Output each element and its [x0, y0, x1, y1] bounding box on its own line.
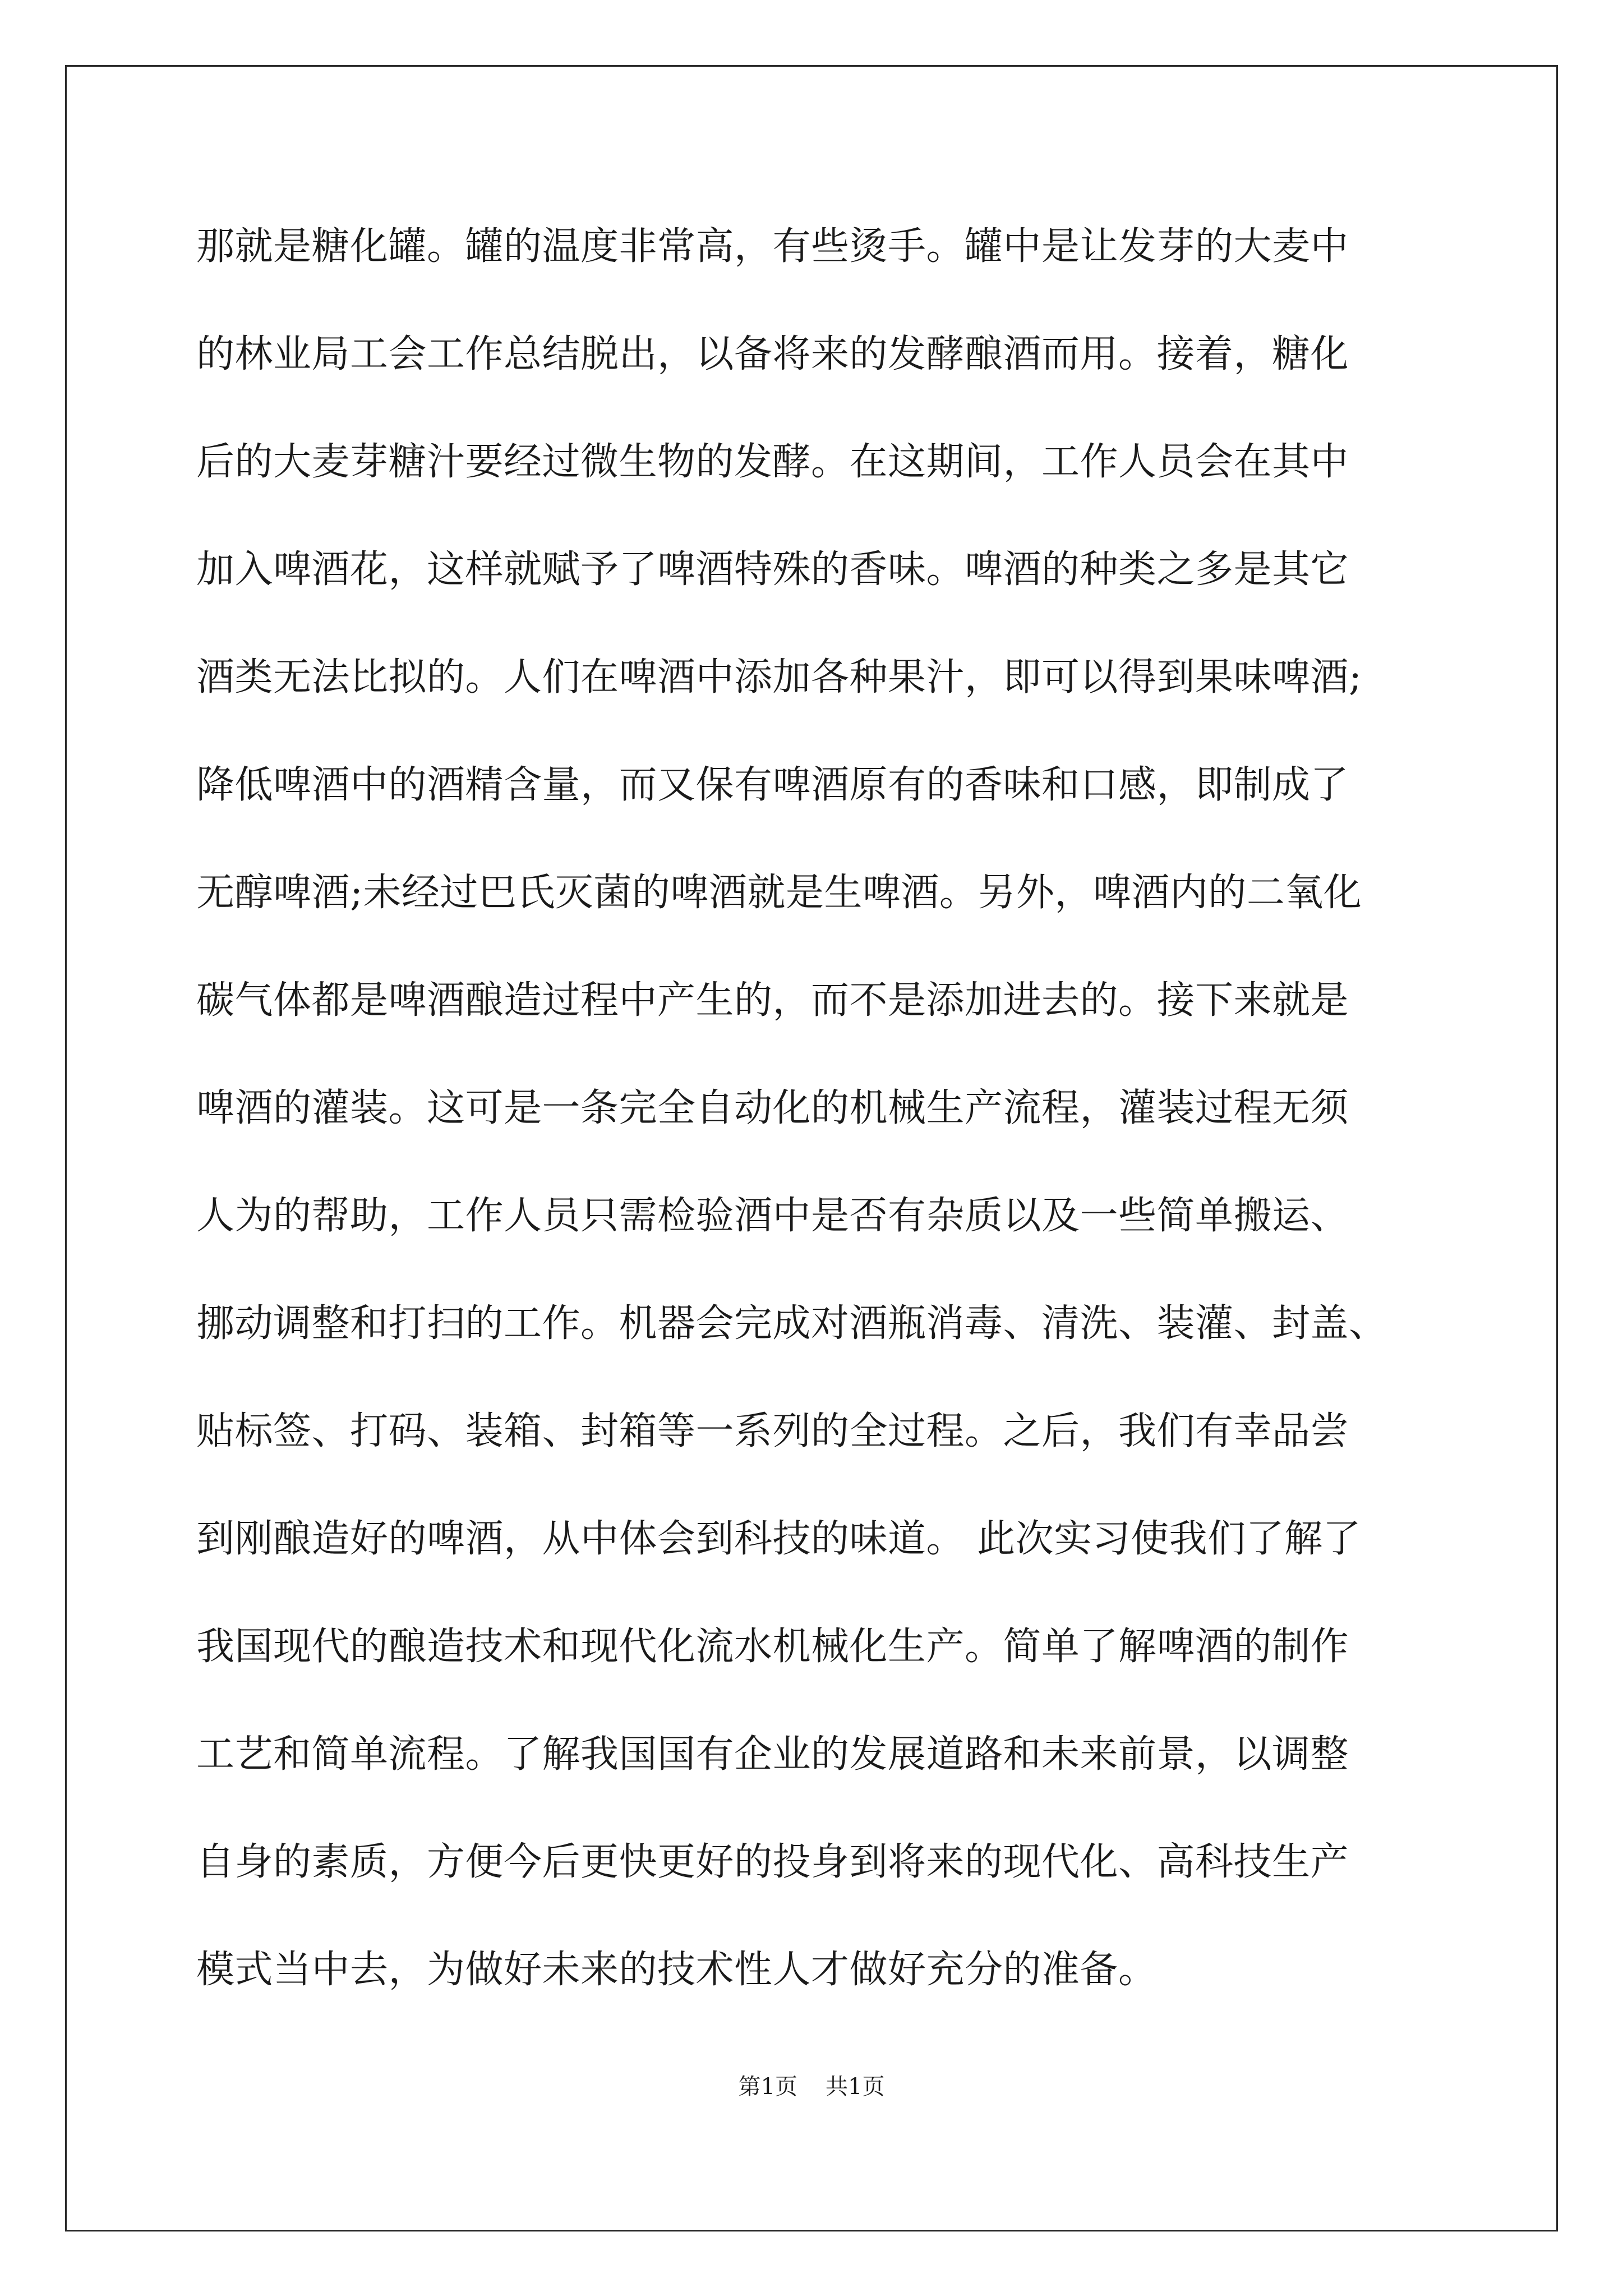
- text-line: 模式当中去，为做好未来的技术性人才做好充分的准备。: [196, 1948, 1157, 1992]
- text-line: 酒类无法比拟的。人们在啤酒中添加各种果汁，即可以得到果味啤酒;: [196, 655, 1362, 700]
- text-line: 工艺和简单流程。了解我国国有企业的发展道路和未来前景，以调整: [196, 1732, 1349, 1777]
- page-footer: [0, 2070, 1623, 2104]
- text-line: 挪动调整和打扫的工作。机器会完成对酒瓶消毒、清洗、装灌、封盖、: [196, 1301, 1387, 1346]
- text-line: 啤酒的灌装。这可是一条完全自动化的机械生产流程，灌装过程无须: [196, 1086, 1349, 1130]
- text-line: 碳气体都是啤酒酿造过程中产生的，而不是添加进去的。接下来就是: [196, 978, 1349, 1023]
- text-line: 降低啤酒中的酒精含量，而又保有啤酒原有的香味和口感，即制成了: [196, 763, 1349, 807]
- text-line: 加入啤酒花，这样就赋予了啤酒特殊的香味。啤酒的种类之多是其它: [196, 547, 1349, 592]
- text-line: 那就是糖化罐。罐的温度非常高，有些烫手。罐中是让发芽的大麦中: [196, 224, 1349, 269]
- text-line: 的林业局工会工作总结脱出，以备将来的发酵酿酒而用。接着，糖化: [196, 332, 1349, 376]
- text-line: 无醇啤酒;未经过巴氏灭菌的啤酒就是生啤酒。另外，啤酒内的二氧化: [196, 871, 1362, 915]
- text-line: 人为的帮助，工作人员只需检验酒中是否有杂质以及一些简单搬运、: [196, 1194, 1349, 1238]
- text-line: 我国现代的酿造技术和现代化流水机械化生产。简单了解啤酒的制作: [196, 1625, 1349, 1669]
- page-number: 第1页: [738, 2074, 797, 2100]
- page-total: 共1页: [826, 2074, 885, 2100]
- text-line: 到刚酿造好的啤酒，从中体会到科技的味道。 此次实习使我们了解了: [196, 1517, 1362, 1561]
- text-line: 自身的素质，方便今后更快更好的投身到将来的现代化、高科技生产: [196, 1840, 1349, 1884]
- text-line: 贴标签、打码、装箱、封箱等一系列的全过程。之后，我们有幸品尝: [196, 1409, 1349, 1453]
- text-line: 后的大麦芽糖汁要经过微生物的发酵。在这期间，工作人员会在其中: [196, 440, 1349, 484]
- document-body: [196, 210, 1469, 2041]
